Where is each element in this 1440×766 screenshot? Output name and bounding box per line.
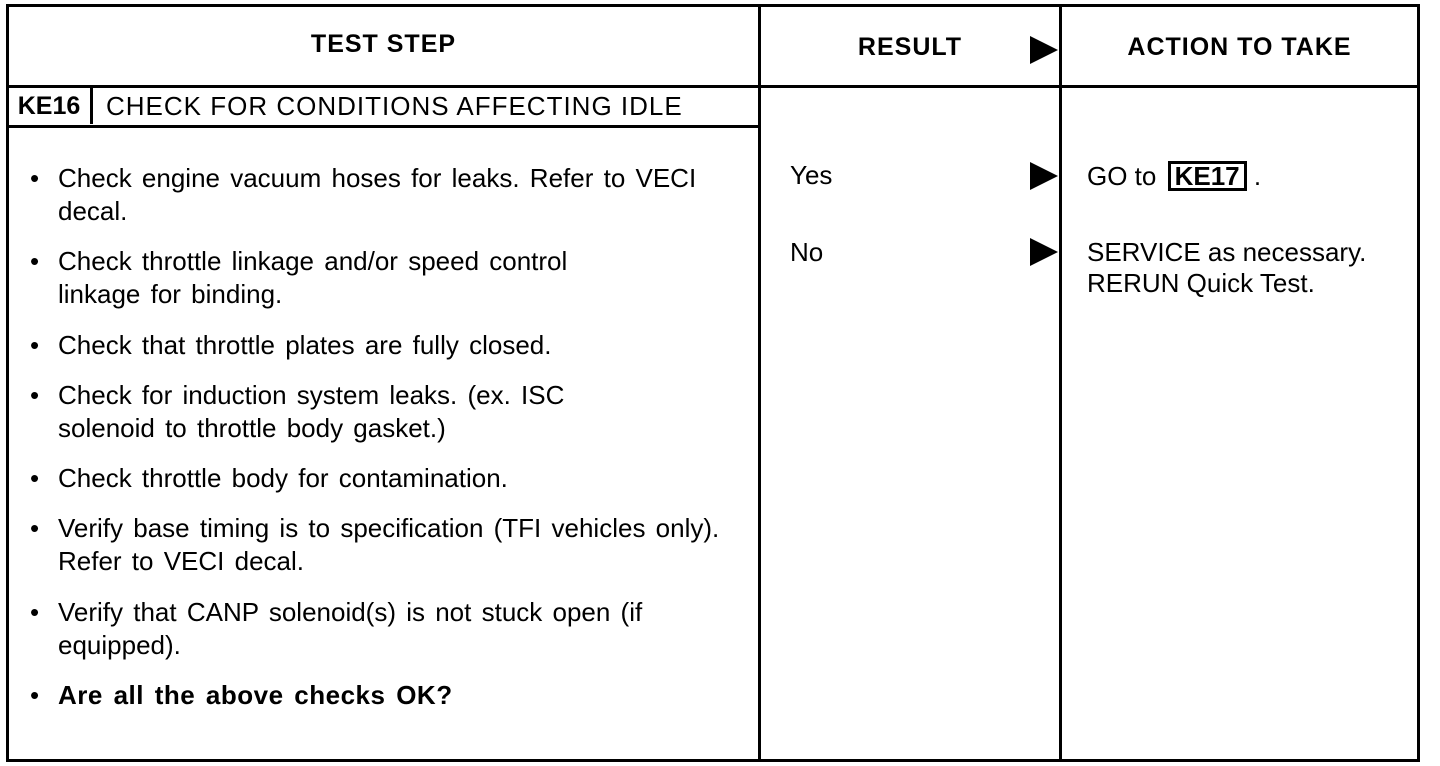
arrow-right-icon [1030,238,1058,266]
bullet-icon: • [30,597,40,627]
header-test-step: TEST STEP [310,30,457,58]
step-title: CHECK FOR CONDITIONS AFFECTING IDLE [106,91,683,121]
action-no-line2: RERUN Quick Test. [1087,268,1315,298]
check-item-question [30,679,730,712]
action-yes-prefix: GO to [1087,161,1157,191]
check-text: Verify base timing is to specification (TFI vehicles only). Refer to VECI decal. [58,513,720,576]
check-item [30,245,730,311]
action-no [1087,237,1407,299]
check-item [30,162,730,228]
step-title-rule [6,125,760,128]
check-text: Check throttle body for contamination. [58,463,508,493]
step-code: KE16 [8,88,93,124]
column-divider-1 [758,4,761,762]
bullet-icon: • [30,246,40,276]
check-item [30,379,730,445]
check-item [30,462,730,495]
bullet-icon: • [30,513,40,543]
arrow-right-icon [1030,36,1058,64]
step-reference-link[interactable]: KE17 [1168,161,1247,191]
action-yes [1087,161,1407,192]
header-result: RESULT [857,33,963,61]
check-text: Check for induction system leaks. (ex. ISC solenoid to throttle body gasket.) [58,380,565,443]
check-text: Check throttle linkage and/or speed control linkage for binding. [58,246,568,309]
check-text: Check that throttle plates are fully closed. [58,330,552,360]
frame-top [6,4,1420,7]
bullet-icon: • [30,680,40,710]
bullet-icon: • [30,380,40,410]
check-item [30,512,730,578]
check-text: Check engine vacuum hoses for leaks. Refer to VECI decal. [58,163,697,226]
result-yes: Yes [790,160,833,190]
result-no: No [790,237,824,267]
bullet-icon: • [30,330,40,360]
bullet-icon: • [30,463,40,493]
check-item [30,596,730,662]
check-item [30,329,730,362]
column-divider-2 [1059,4,1062,762]
action-no-line1: SERVICE as necessary. [1087,237,1367,267]
frame-right [1417,4,1420,762]
header-action: ACTION TO TAKE [1127,33,1352,61]
check-text: Verify that CANP solenoid(s) is not stuck open (if equipped). [58,597,643,660]
check-question-text: Are all the above checks OK? [58,680,453,710]
arrow-right-icon [1030,162,1058,190]
bullet-icon: • [30,163,40,193]
frame-bottom [6,759,1420,762]
action-yes-suffix: . [1253,161,1262,191]
